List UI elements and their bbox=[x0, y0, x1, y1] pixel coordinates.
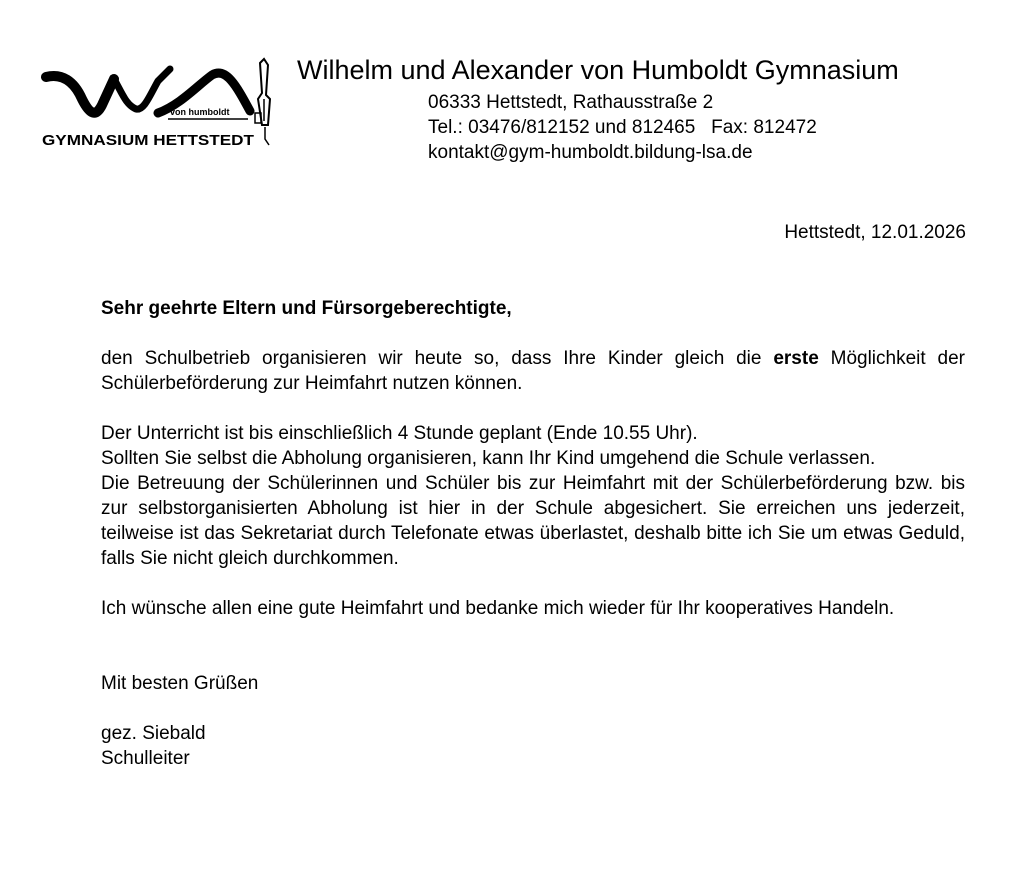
p2-line-1: Der Unterricht ist bis einschließlich 4 Stunde geplant (Ende 10.55 Uhr). bbox=[101, 423, 698, 444]
logo-text-bottom: GYMNASIUM HETTSTEDT bbox=[42, 132, 254, 149]
p1-emphasis: erste bbox=[773, 348, 819, 369]
school-address-block bbox=[428, 90, 817, 165]
salutation: Sehr geehrte Eltern und Fürsorgeberechtigte, bbox=[101, 298, 512, 319]
closing: Mit besten Grüßen bbox=[101, 673, 259, 694]
paragraph-3: Ich wünsche allen eine gute Heimfahrt und bedanke mich wieder für Ihr kooperatives Handeln. bbox=[101, 598, 895, 619]
letter-body bbox=[101, 296, 965, 771]
logo-text-top: von humboldt bbox=[170, 107, 230, 117]
phone-fax-line: Tel.: 03476/812152 und 812465 Fax: 812472 bbox=[428, 117, 817, 138]
p2-line-2: Sollten Sie selbst die Abholung organisieren, kann Ihr Kind umgehend die Schule verlassen. bbox=[101, 448, 876, 469]
p1-text-before: den Schulbetrieb organisieren wir heute so, dass Ihre Kinder gleich die bbox=[101, 348, 774, 369]
signature-block bbox=[101, 721, 965, 771]
school-name: Wilhelm und Alexander von Humboldt Gymnasium bbox=[297, 55, 899, 85]
signature-name: gez. Siebald bbox=[101, 723, 206, 744]
letter-date: Hettstedt, 12.01.2026 bbox=[784, 222, 966, 243]
address-line: 06333 Hettstedt, Rathausstraße 2 bbox=[428, 92, 714, 113]
signature-role: Schulleiter bbox=[101, 748, 190, 769]
humboldt-logo-graphic bbox=[40, 55, 280, 155]
school-logo bbox=[40, 55, 280, 155]
p2-line-3: Die Betreuung der Schülerinnen und Schüler bis zur Heimfahrt mit der Schülerbeförderung bzw. bis zur selbstorganisierten Abholung ist hier in der Schule abgesichert. Sie erreichen uns jederzeit, teilweise ist das Sekretariat durch Telefonate etwas überlastet, deshalb bitte ich Sie um etwas Geduld, falls Sie nicht gleich durchkommen. bbox=[101, 473, 965, 569]
p1-text-after: Möglichkeit der Schülerbeförderung zur Heimfahrt nutzen können. bbox=[101, 348, 965, 394]
paragraph-2 bbox=[101, 421, 965, 571]
paragraph-1 bbox=[101, 346, 965, 396]
email-line[interactable]: kontakt@gym-humboldt.bildung-lsa.de bbox=[428, 142, 753, 163]
